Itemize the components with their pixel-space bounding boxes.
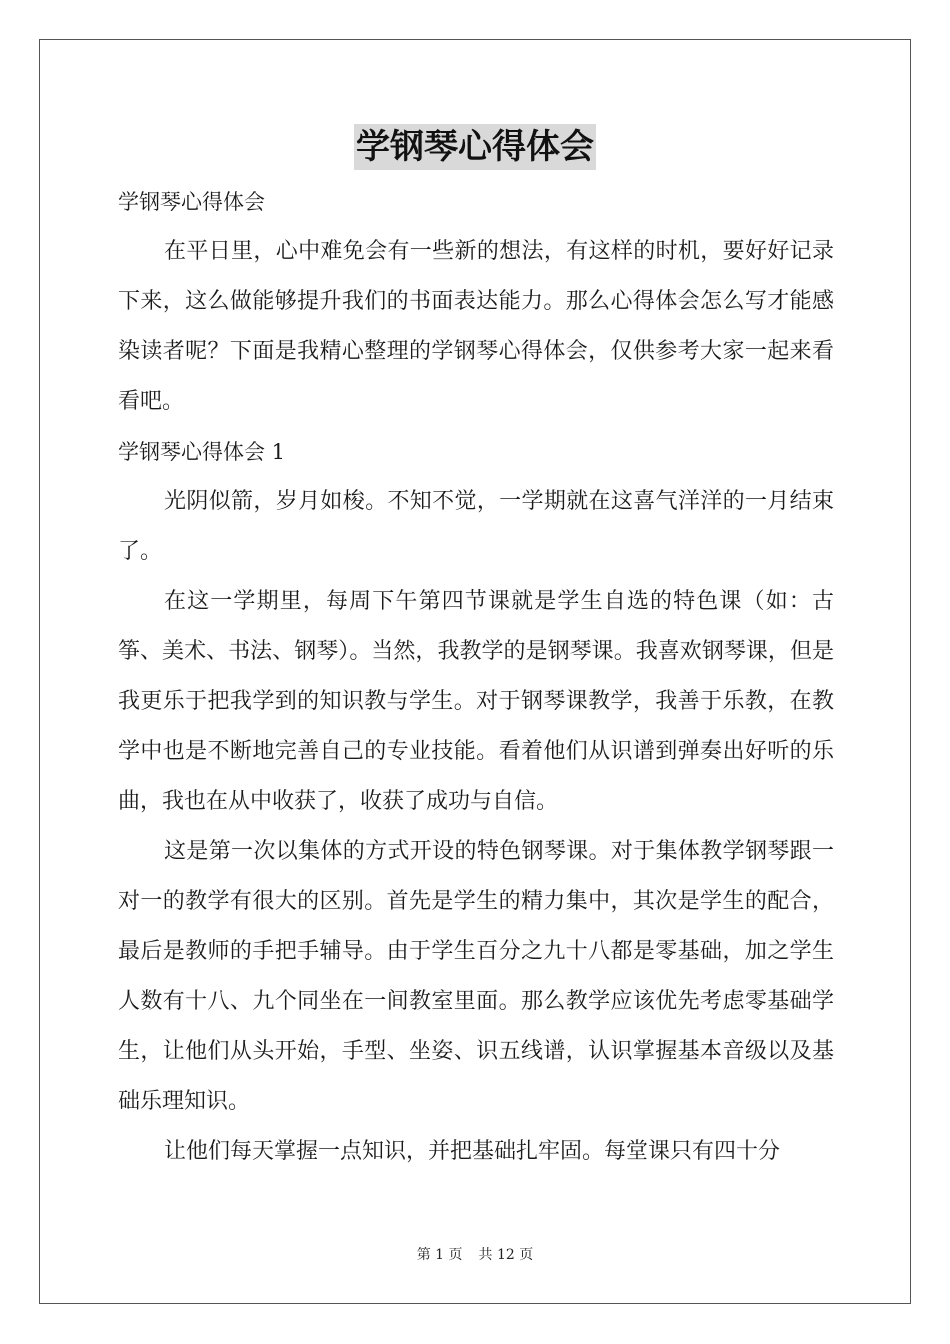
body-paragraph: 在这一学期里，每周下午第四节课就是学生自选的特色课（如：古筝、美术、书法、钢琴）。当然，我教学的是钢琴课。我喜欢钢琴课，但是我更乐于把我学到的知识教与学生。对于钢琴课教学，我善于乐教，在教学中也是不断地完善自己的专业技能。看着他们从识谱到弹奏出好听的乐曲，我也在从中收获了，收获了成功与自信。 (118, 589, 834, 814)
page-total: 共 12 页 (478, 1247, 534, 1263)
body-paragraph: 这是第一次以集体的方式开设的特色钢琴课。对于集体教学钢琴跟一对一的教学有很大的区别。首先是学生的精力集中，其次是学生的配合，最后是教师的手把手辅导。由于学生百分之九十八都是零基础，加之学生人数有十八、九个同坐在一间教室里面。那么教学应该优先考虑零基础学生，让他们从头开始，手型、坐姿、识五线谱，认识掌握基本音级以及基础乐理知识。 (118, 839, 834, 1114)
document-subtitle: 学钢琴心得体会 (118, 190, 265, 214)
document-title: 学钢琴心得体会 (354, 124, 596, 170)
page-number: 第 1 页 (416, 1247, 463, 1263)
intro-paragraph: 在平日里，心中难免会有一些新的想法，有这样的时机，要好好记录下来，这么做能够提升我们的书面表达能力。那么心得体会怎么写才能感染读者呢？下面是我精心整理的学钢琴心得体会，仅供参考大家一起来看看吧。 (118, 239, 834, 414)
title-container (0, 124, 950, 170)
body-paragraph: 光阴似箭，岁月如梭。不知不觉，一学期就在这喜气洋洋的一月结束了。 (118, 489, 834, 564)
section-heading: 学钢琴心得体会 1 (118, 440, 286, 464)
body-paragraph: 让他们每天掌握一点知识，并把基础扎牢固。每堂课只有四十分 (164, 1139, 781, 1164)
document-body (118, 177, 834, 1177)
page-footer (0, 1244, 950, 1264)
